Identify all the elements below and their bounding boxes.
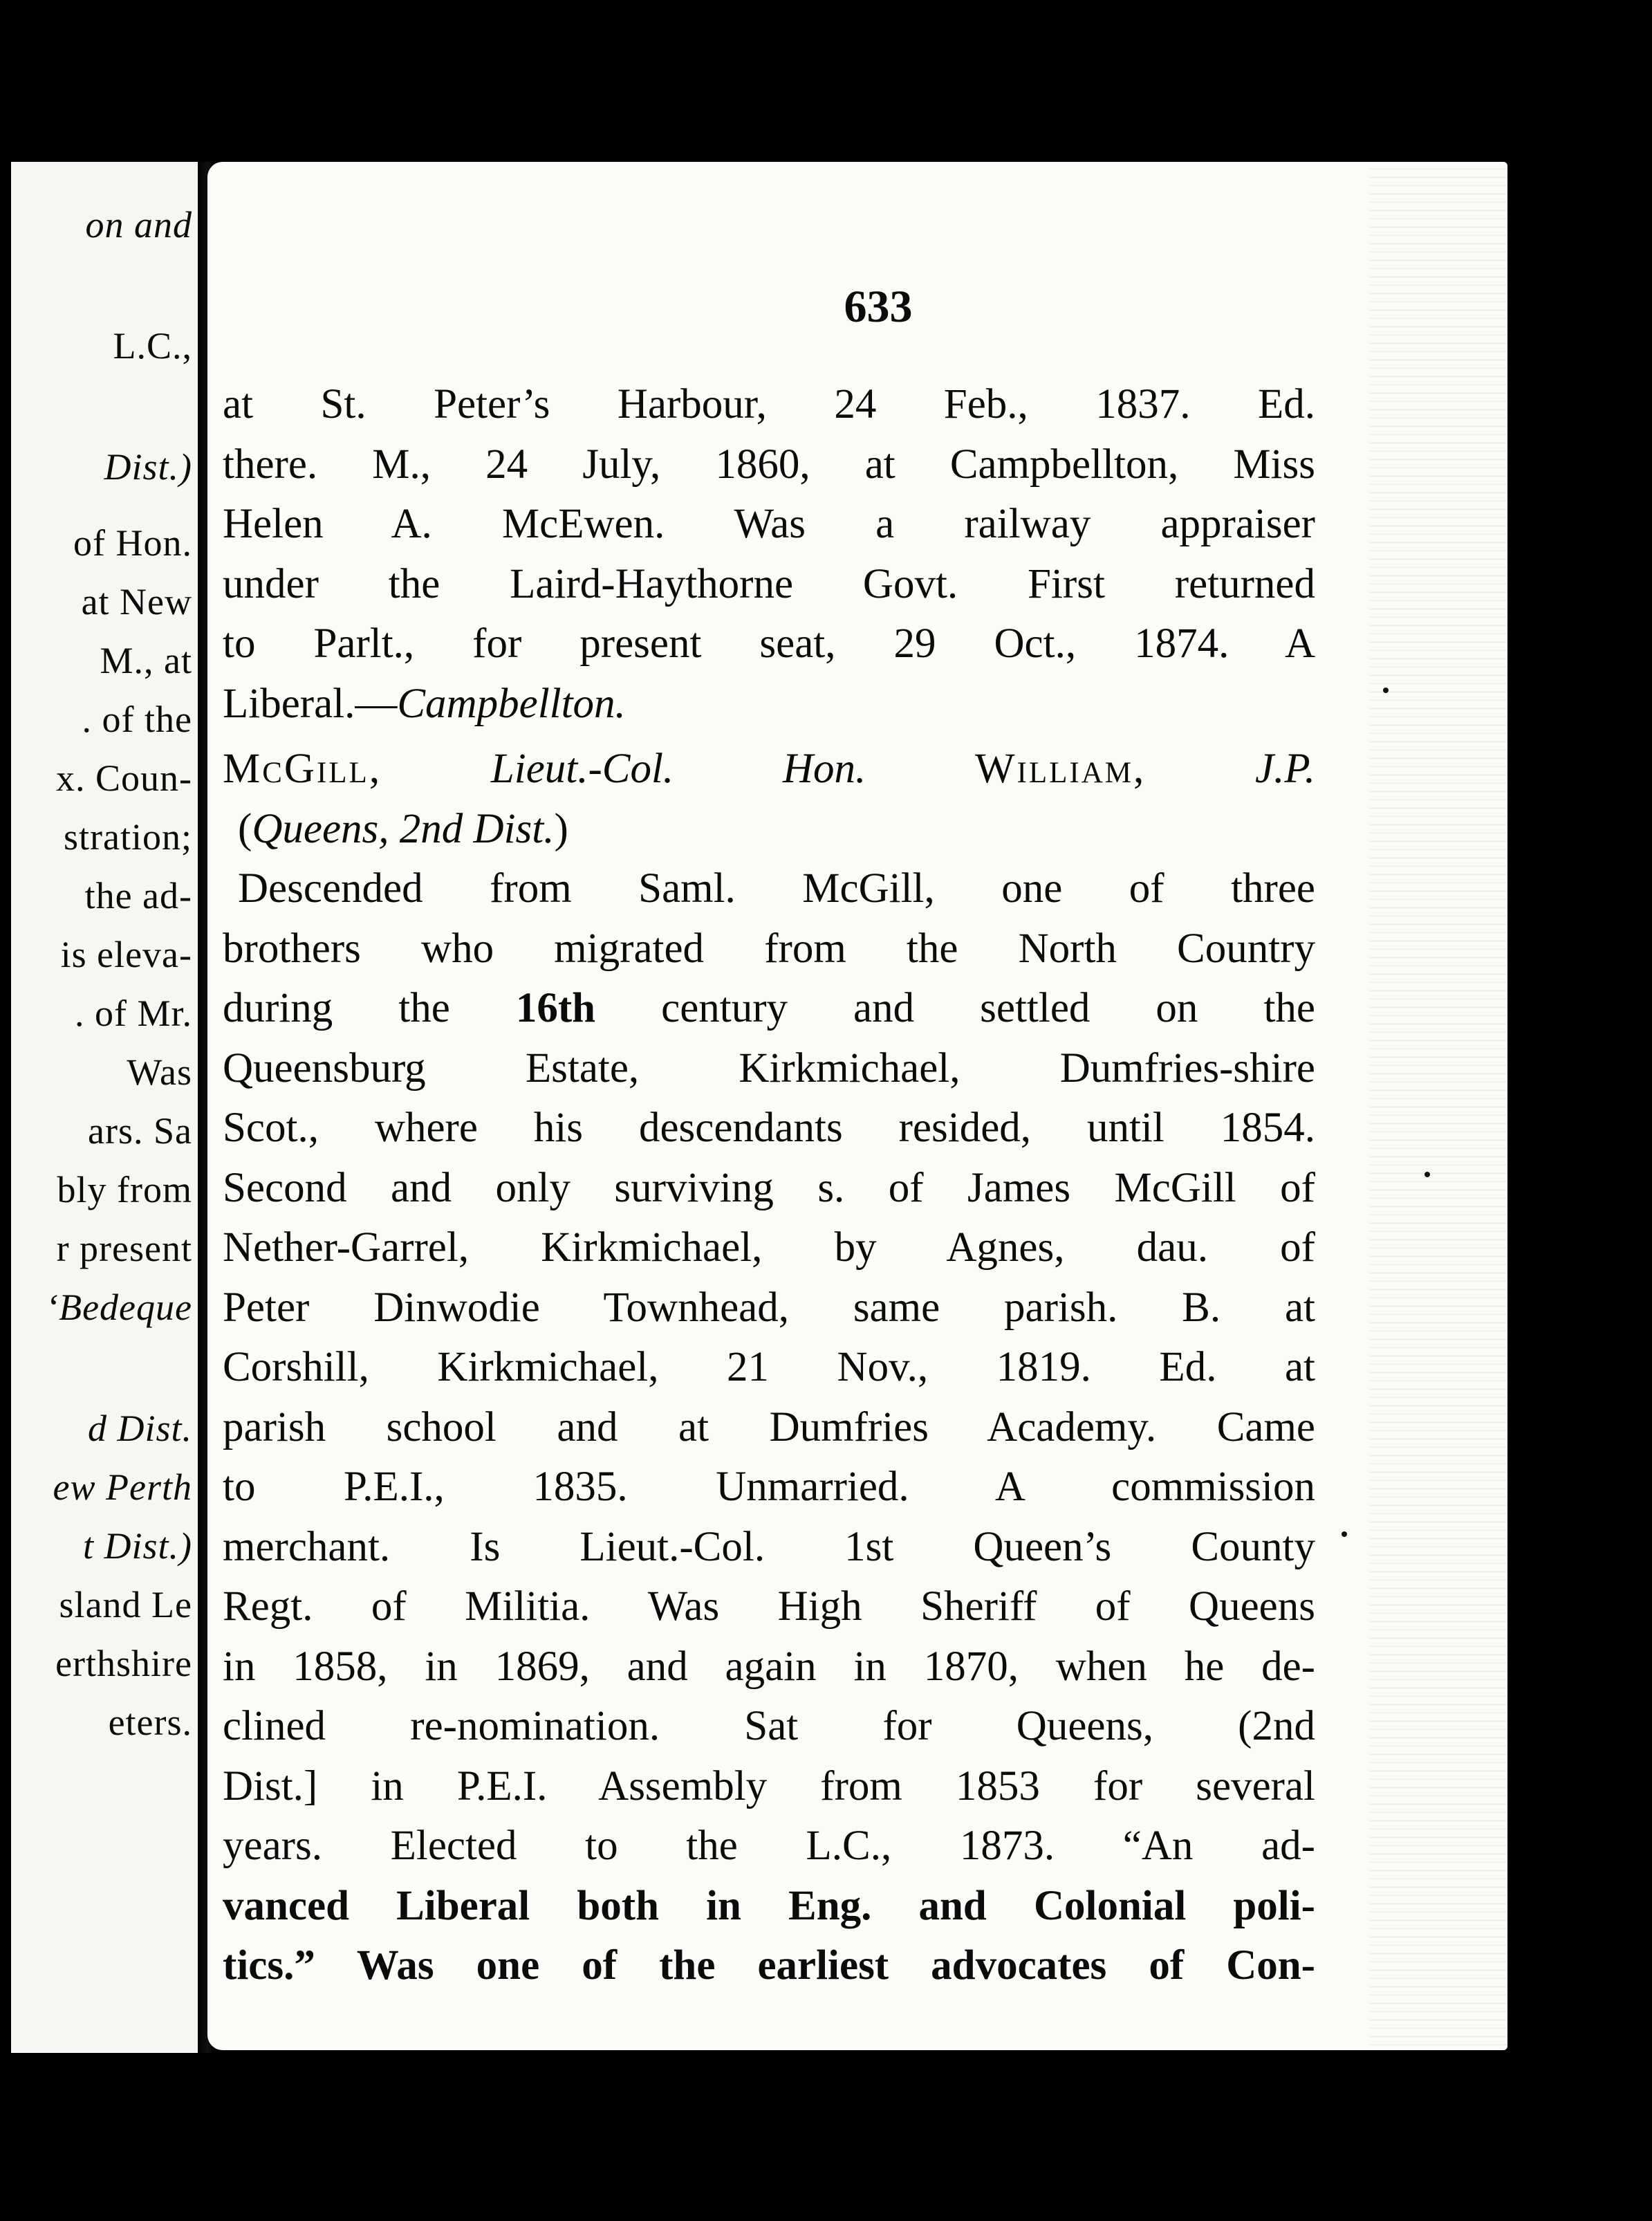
left-page-text-fragment: bly from [57, 1169, 192, 1210]
left-page-text-fragment: d Dist. [87, 1408, 192, 1449]
left-page-text-fragment: Was [127, 1051, 192, 1093]
text-line: parish school and at Dumfries Academy. Came [223, 1403, 1315, 1450]
entry-district: (Queens, 2nd Dist.) [238, 805, 568, 852]
text-line: years. Elected to the L.C., 1873. “An ad- [223, 1823, 1315, 1869]
text-line: Second and only surviving s. of James McGill of [223, 1164, 1315, 1211]
left-page-text-fragment: x. Coun- [56, 757, 192, 799]
text-line: Peter Dinwodie Townhead, same parish. B. at [223, 1284, 1315, 1331]
text-line: during the 16th century and settled on the [223, 985, 1315, 1031]
page-body-text [223, 375, 1315, 1996]
left-page-text-fragment: . of the [82, 699, 192, 740]
entry-given-name: William, [974, 746, 1147, 792]
main-page [207, 162, 1507, 2050]
left-page-text-fragment: ‘Bedeque [46, 1287, 192, 1328]
left-page-text-fragment: is eleva- [60, 934, 192, 975]
text-line: at St. Peter’s Harbour, 24 Feb., 1837. Ed. [223, 381, 1315, 427]
scan-speck [1383, 688, 1389, 693]
text-line: tics.” Was one of the earliest advocates of Con- [223, 1942, 1315, 1989]
text-line: brothers who migrated from the North Country [223, 925, 1315, 972]
text-line: Corshill, Kirkmichael, 21 Nov., 1819. Ed. at [223, 1344, 1315, 1390]
scan-speck [1342, 1531, 1347, 1537]
entry-title: Lieut.-Col. [490, 746, 674, 792]
left-page-text-fragment: Dist.) [104, 446, 192, 488]
page-number: 633 [844, 282, 913, 332]
left-page-text-fragment: ew Perth [53, 1466, 192, 1508]
left-page-text-fragment: at New [81, 581, 192, 623]
text-line: merchant. Is Lieut.-Col. 1st Queen’s County [223, 1523, 1315, 1570]
left-page-text-fragment: stration; [64, 816, 192, 858]
left-page-text-fragment: the ad- [84, 875, 192, 916]
left-page-text-fragment: of Hon. [73, 522, 192, 564]
text-line: Nether-Garrel, Kirkmichael, by Agnes, dau. of [223, 1224, 1315, 1271]
text-line: Descended from Saml. McGill, one of three [238, 865, 1315, 912]
left-page-text-fragment: M., at [100, 640, 192, 681]
scan-bottom-border [0, 2053, 1652, 2221]
left-page-text-fragment: . of Mr. [75, 993, 192, 1034]
text-line: to P.E.I., 1835. Unmarried. A commission [223, 1464, 1315, 1510]
left-page-text-fragment: r present [56, 1228, 192, 1269]
text-line: Liberal.—Campbellton. [223, 680, 626, 727]
text-line: clined re-nomination. Sat for Queens, (2nd [223, 1703, 1315, 1749]
entry-surname: McGill, [223, 746, 382, 792]
entry-honorific: Hon. [782, 746, 866, 792]
text-line: vanced Liberal both in Eng. and Colonial poli- [223, 1882, 1315, 1929]
text-line: Helen A. McEwen. Was a railway appraiser [223, 501, 1315, 547]
entry-district-name: 2nd Dist. [399, 805, 555, 852]
left-page-text-fragment: sland Le [59, 1584, 192, 1625]
text-line: under the Laird-Haythorne Govt. First returned [223, 560, 1315, 607]
left-page-fragment [11, 162, 198, 2078]
text-line: to Parlt., for present seat, 29 Oct., 1874. A [223, 620, 1315, 667]
text-line: in 1858, in 1869, and again in 1870, when he de- [223, 1643, 1315, 1690]
entry-post-nominal: J.P. [1255, 746, 1316, 792]
text-line: there. M., 24 July, 1860, at Campbellton, Miss [223, 441, 1315, 488]
text-line: Scot., where his descendants resided, until 1854. [223, 1105, 1315, 1151]
left-page-text-fragment: eters. [108, 1702, 192, 1743]
text-line: Queensburg Estate, Kirkmichael, Dumfries-shire [223, 1044, 1315, 1091]
text-line: Dist.] in P.E.I. Assembly from 1853 for several [223, 1762, 1315, 1809]
left-page-text-fragment: ars. Sa [88, 1110, 192, 1152]
entry-heading [223, 739, 1315, 800]
entry-county: Queens, [252, 805, 389, 852]
scan-speck [1424, 1172, 1430, 1177]
left-page-text-fragment: t Dist.) [82, 1525, 192, 1567]
left-page-text-fragment: on and [85, 204, 192, 246]
left-page-text-fragment: L.C., [113, 325, 192, 367]
left-page-text-fragment: erthshire [55, 1643, 192, 1684]
text-line: Regt. of Militia. Was High Sheriff of Queens [223, 1583, 1315, 1630]
page-edge-texture [1369, 162, 1507, 2050]
